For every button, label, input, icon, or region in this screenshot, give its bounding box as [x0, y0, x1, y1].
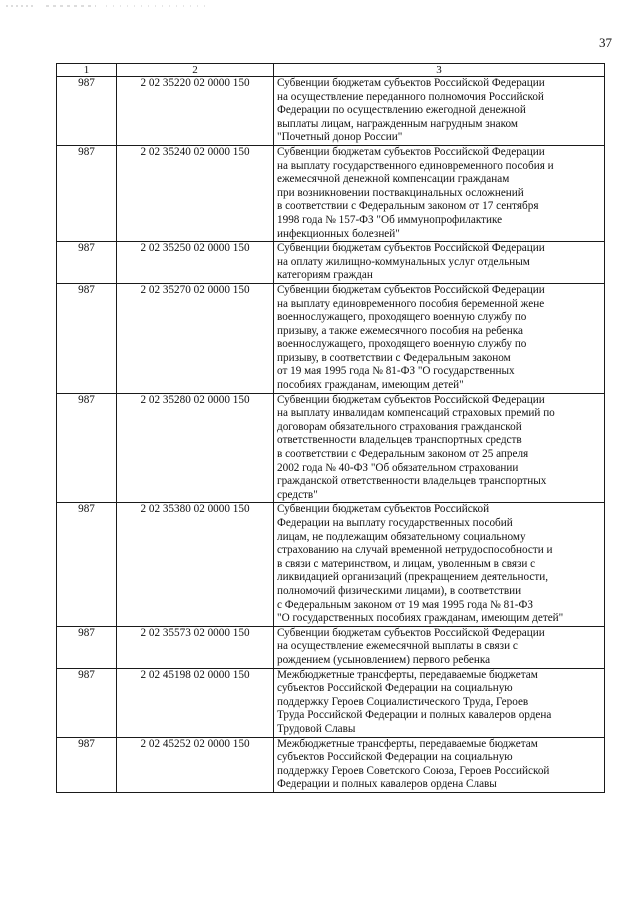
admin-code-cell: 987	[57, 145, 117, 241]
description-cell	[274, 145, 605, 241]
column-header-1: 1	[57, 64, 117, 77]
description-cell	[274, 393, 605, 503]
description-text: Субвенции бюджетам субъектов Российской Федерации на выплату государственного единовременного пособия и ежемесячной денежной компенсации гражданам при возникновении поствакцинальных осложнений в соответствии с Федеральным законом от 17 сентября 1998 года № 157-ФЗ "Об иммунопрофилактике инфекционных болезней"	[277, 145, 554, 240]
column-header-3: 3	[274, 64, 605, 77]
table-row	[57, 77, 605, 146]
admin-code-cell: 987	[57, 668, 117, 737]
admin-code-cell: 987	[57, 283, 117, 393]
table-row	[57, 145, 605, 241]
description-cell	[274, 242, 605, 284]
admin-code-cell: 987	[57, 393, 117, 503]
budget-code-cell: 2 02 35573 02 0000 150	[117, 626, 274, 668]
budget-code-cell: 2 02 45252 02 0000 150	[117, 737, 274, 792]
table-row	[57, 503, 605, 626]
budget-code-cell: 2 02 35380 02 0000 150	[117, 503, 274, 626]
table-row	[57, 393, 605, 503]
description-text: Субвенции бюджетам субъектов Российской Федерации на выплату государственных пособий лицам, не подлежащим обязательному социальному страхованию на случай временной нетрудоспособности и в связи с материнством, и лицам, уволенным в связи с ликвидацией организаций (прекращением деятельности, полномочий физическими лицами), в соответствии с Федеральным законом от 19 мая 1995 года № 81-ФЗ "О государственных пособиях гражданам, имеющим детей"	[277, 503, 564, 625]
column-header-2: 2	[117, 64, 274, 77]
budget-classification-table	[56, 63, 605, 793]
scan-artifact-marks	[6, 4, 206, 8]
budget-code-cell: 2 02 45198 02 0000 150	[117, 668, 274, 737]
description-text: Субвенции бюджетам субъектов Российской Федерации на оплату жилищно-коммунальных услуг отдельным категориям граждан	[277, 242, 545, 282]
table-row	[57, 737, 605, 792]
description-text: Межбюджетные трансферты, передаваемые бюджетам субъектов Российской Федерации на социальную поддержку Героев Советского Союза, Героев Российской Федерации и полных кавалеров ордена Славы	[277, 737, 550, 791]
description-text: Субвенции бюджетам субъектов Российской Федерации на осуществление переданного полномочия Российской Федерации по осуществлению ежегодной денежной выплаты лицам, награжденным нагрудным знаком "Почетный донор России"	[277, 77, 545, 144]
table-header-row	[57, 64, 605, 77]
admin-code-cell: 987	[57, 626, 117, 668]
description-cell	[274, 626, 605, 668]
description-cell	[274, 283, 605, 393]
budget-code-cell: 2 02 35220 02 0000 150	[117, 77, 274, 146]
admin-code-cell: 987	[57, 77, 117, 146]
page-number: 37	[599, 35, 612, 50]
budget-code-cell: 2 02 35280 02 0000 150	[117, 393, 274, 503]
table-row	[57, 626, 605, 668]
budget-code-cell: 2 02 35270 02 0000 150	[117, 283, 274, 393]
description-text: Субвенции бюджетам субъектов Российской Федерации на выплату инвалидам компенсаций страховых премий по договорам обязательного страхования гражданской ответственности владельцев транспортных средств в соответствии с Федеральным законом от 25 апреля 2002 года № 40-ФЗ "Об обязательном страховании гражданской ответственности владельцев транспортных средств"	[277, 393, 555, 501]
description-text: Субвенции бюджетам субъектов Российской Федерации на осуществление ежемесячной выплаты в связи с рождением (усыновлением) первого ребенка	[277, 626, 545, 666]
description-cell	[274, 737, 605, 792]
admin-code-cell: 987	[57, 503, 117, 626]
budget-code-cell: 2 02 35250 02 0000 150	[117, 242, 274, 284]
description-text: Межбюджетные трансферты, передаваемые бюджетам субъектов Российской Федерации на социальную поддержку Героев Социалистического Труда, Героев Труда Российской Федерации и полных кавалеров ордена Трудовой Славы	[277, 668, 552, 735]
table-row	[57, 242, 605, 284]
description-cell	[274, 77, 605, 146]
description-cell	[274, 668, 605, 737]
budget-code-cell: 2 02 35240 02 0000 150	[117, 145, 274, 241]
description-cell	[274, 503, 605, 626]
table-row	[57, 668, 605, 737]
admin-code-cell: 987	[57, 737, 117, 792]
admin-code-cell: 987	[57, 242, 117, 284]
description-text: Субвенции бюджетам субъектов Российской Федерации на выплату единовременного пособия беременной жене военнослужащего, проходящего военную службу по призыву, а также ежемесячного пособия на ребенка военнослужащего, проходящего военную службу по призыву, в соответствии с Федеральным законом от 19 мая 1995 года № 81-ФЗ "О государственных пособиях гражданам, имеющим детей"	[277, 283, 545, 392]
table-row	[57, 283, 605, 393]
